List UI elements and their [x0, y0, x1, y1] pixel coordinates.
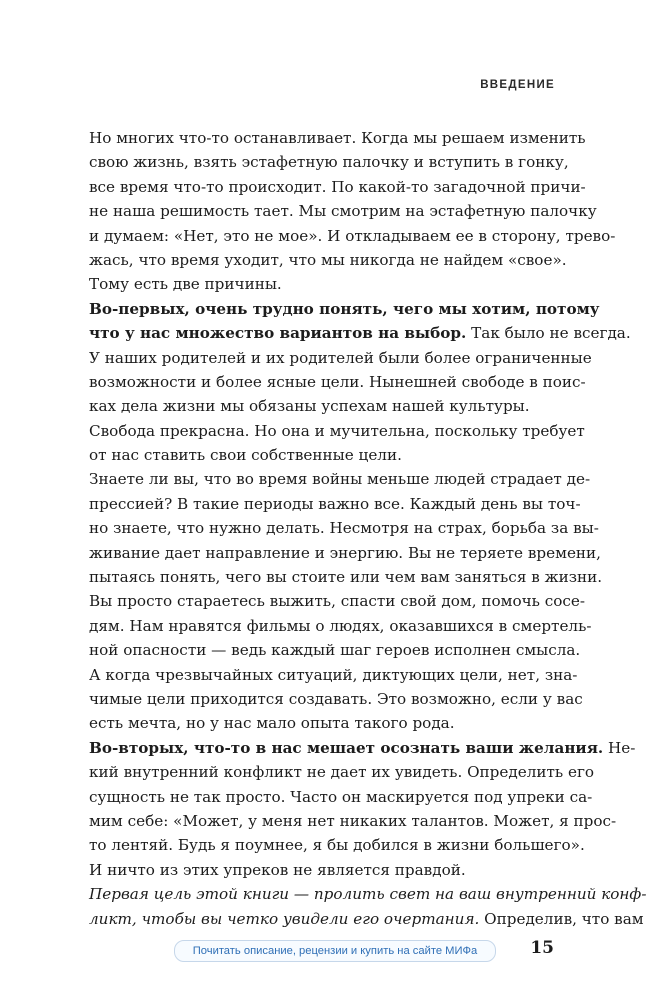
text-line — [89, 541, 601, 565]
text-segment: и думаем: «Нет, это не мое». И откладываем ее в сторону, трево- — [89, 226, 616, 245]
text-segment: Так было не всегда. — [466, 324, 631, 343]
running-header: ВВЕДЕНИЕ — [480, 79, 555, 91]
text-segment: есть мечта, но у нас мало опыта такого рода. — [89, 714, 455, 733]
text-segment: от нас ставить свои собственные цели. — [89, 446, 402, 465]
text-segment: Свобода прекрасна. Но она и мучительна, поскольку требует — [89, 421, 585, 440]
text-segment: Знаете ли вы, что во время войны меньше людей страдает де- — [89, 470, 591, 489]
text-line — [89, 126, 586, 150]
text-line — [89, 175, 586, 199]
text-line — [89, 492, 581, 516]
text-line — [89, 150, 569, 174]
text-line — [89, 614, 592, 638]
page-number: 15 — [530, 938, 554, 958]
text-line — [89, 858, 555, 882]
text-line — [89, 638, 581, 662]
text-segment: ках дела жизни мы обязаны успехам нашей культуры. — [89, 397, 530, 416]
text-line — [89, 809, 617, 833]
buy-on-mif-link[interactable]: Почитать описание, рецензии и купить на сайте МИФа — [174, 940, 496, 962]
bold-text: Во-вторых, что-то в нас мешает осознать ваши желания. — [89, 738, 604, 757]
text-line — [89, 687, 583, 711]
text-segment: Тому есть две причины. — [89, 275, 282, 294]
text-segment: Определив, что вам — [479, 909, 644, 928]
text-segment: но знаете, что нужно делать. Несмотря на страх, борьба за вы- — [89, 519, 599, 538]
text-segment: Вы просто стараетесь выжить, спасти свой дом, помочь сосе- — [89, 592, 586, 611]
text-segment: мим себе: «Может, у меня нет никаких талантов. Может, я прос- — [89, 811, 617, 830]
text-line — [89, 663, 578, 687]
text-segment: возможности и более ясные цели. Нынешней свободе в поис- — [89, 372, 586, 391]
text-segment: ной опасности — ведь каждый шаг героев исполнен смысла. — [89, 641, 581, 660]
text-line — [89, 785, 593, 809]
text-segment: Но многих что-то останавливает. Когда мы решаем изменить — [89, 129, 586, 147]
text-segment: дям. Нам нравятся фильмы о людях, оказавшихся в смертель- — [89, 616, 592, 635]
text-line — [89, 394, 555, 418]
text-segment: то лентяй. Будь я поумнее, я бы добился в жизни большего». — [89, 836, 585, 855]
text-line — [89, 419, 585, 443]
italic-text: ликт, чтобы вы четко увидели его очертания. — [89, 909, 480, 928]
text-segment: кий внутренний конфликт не дает их увидеть. Определить его — [89, 763, 595, 782]
body-text — [89, 126, 647, 931]
text-segment: сущность не так просто. Часто он маскируется под упреки са- — [89, 787, 593, 806]
text-segment: А когда чрезвычайных ситуаций, диктующих цели, нет, зна- — [89, 665, 578, 684]
text-line — [89, 443, 555, 467]
text-line — [89, 833, 585, 857]
text-line — [89, 736, 636, 760]
text-line — [89, 346, 592, 370]
text-segment: прессией? В такие периоды важно все. Каждый день вы точ- — [89, 494, 581, 513]
text-line — [89, 882, 647, 906]
text-line — [89, 711, 555, 735]
text-segment: живание дает направление и энергию. Вы не теряете времени, — [89, 543, 601, 562]
text-line — [89, 760, 595, 784]
italic-text: Первая цель этой книги — пролить свет на ваш внутренний конф- — [89, 885, 647, 904]
bold-text: Во-первых, очень трудно понять, чего мы хотим, потому — [89, 299, 600, 318]
text-line — [89, 297, 600, 321]
text-segment: У наших родителей и их родителей были более ограниченные — [89, 348, 592, 367]
text-line — [89, 321, 631, 345]
text-line — [89, 224, 616, 248]
text-segment: жась, что время уходит, что мы никогда не найдем «свое». — [89, 250, 567, 269]
text-segment: свою жизнь, взять эстафетную палочку и вступить в гонку, — [89, 153, 569, 172]
text-line — [89, 467, 591, 491]
text-line — [89, 370, 586, 394]
text-line — [89, 589, 586, 613]
text-segment: пытаясь понять, чего вы стоите или чем вам заняться в жизни. — [89, 568, 603, 587]
text-segment: все время что-то происходит. По какой-то загадочной причи- — [89, 177, 586, 196]
text-segment: не наша решимость тает. Мы смотрим на эстафетную палочку — [89, 202, 597, 221]
text-segment: чимые цели приходится создавать. Это возможно, если у вас — [89, 689, 583, 708]
text-line — [89, 565, 603, 589]
text-line — [89, 516, 599, 540]
bold-text: что у нас множество вариантов на выбор. — [89, 324, 467, 343]
text-line — [89, 907, 644, 931]
text-line — [89, 272, 555, 296]
text-segment: Не- — [603, 738, 636, 757]
text-line — [89, 199, 597, 223]
text-segment: И ничто из этих упреков не является правдой. — [89, 860, 466, 879]
text-line — [89, 248, 567, 272]
